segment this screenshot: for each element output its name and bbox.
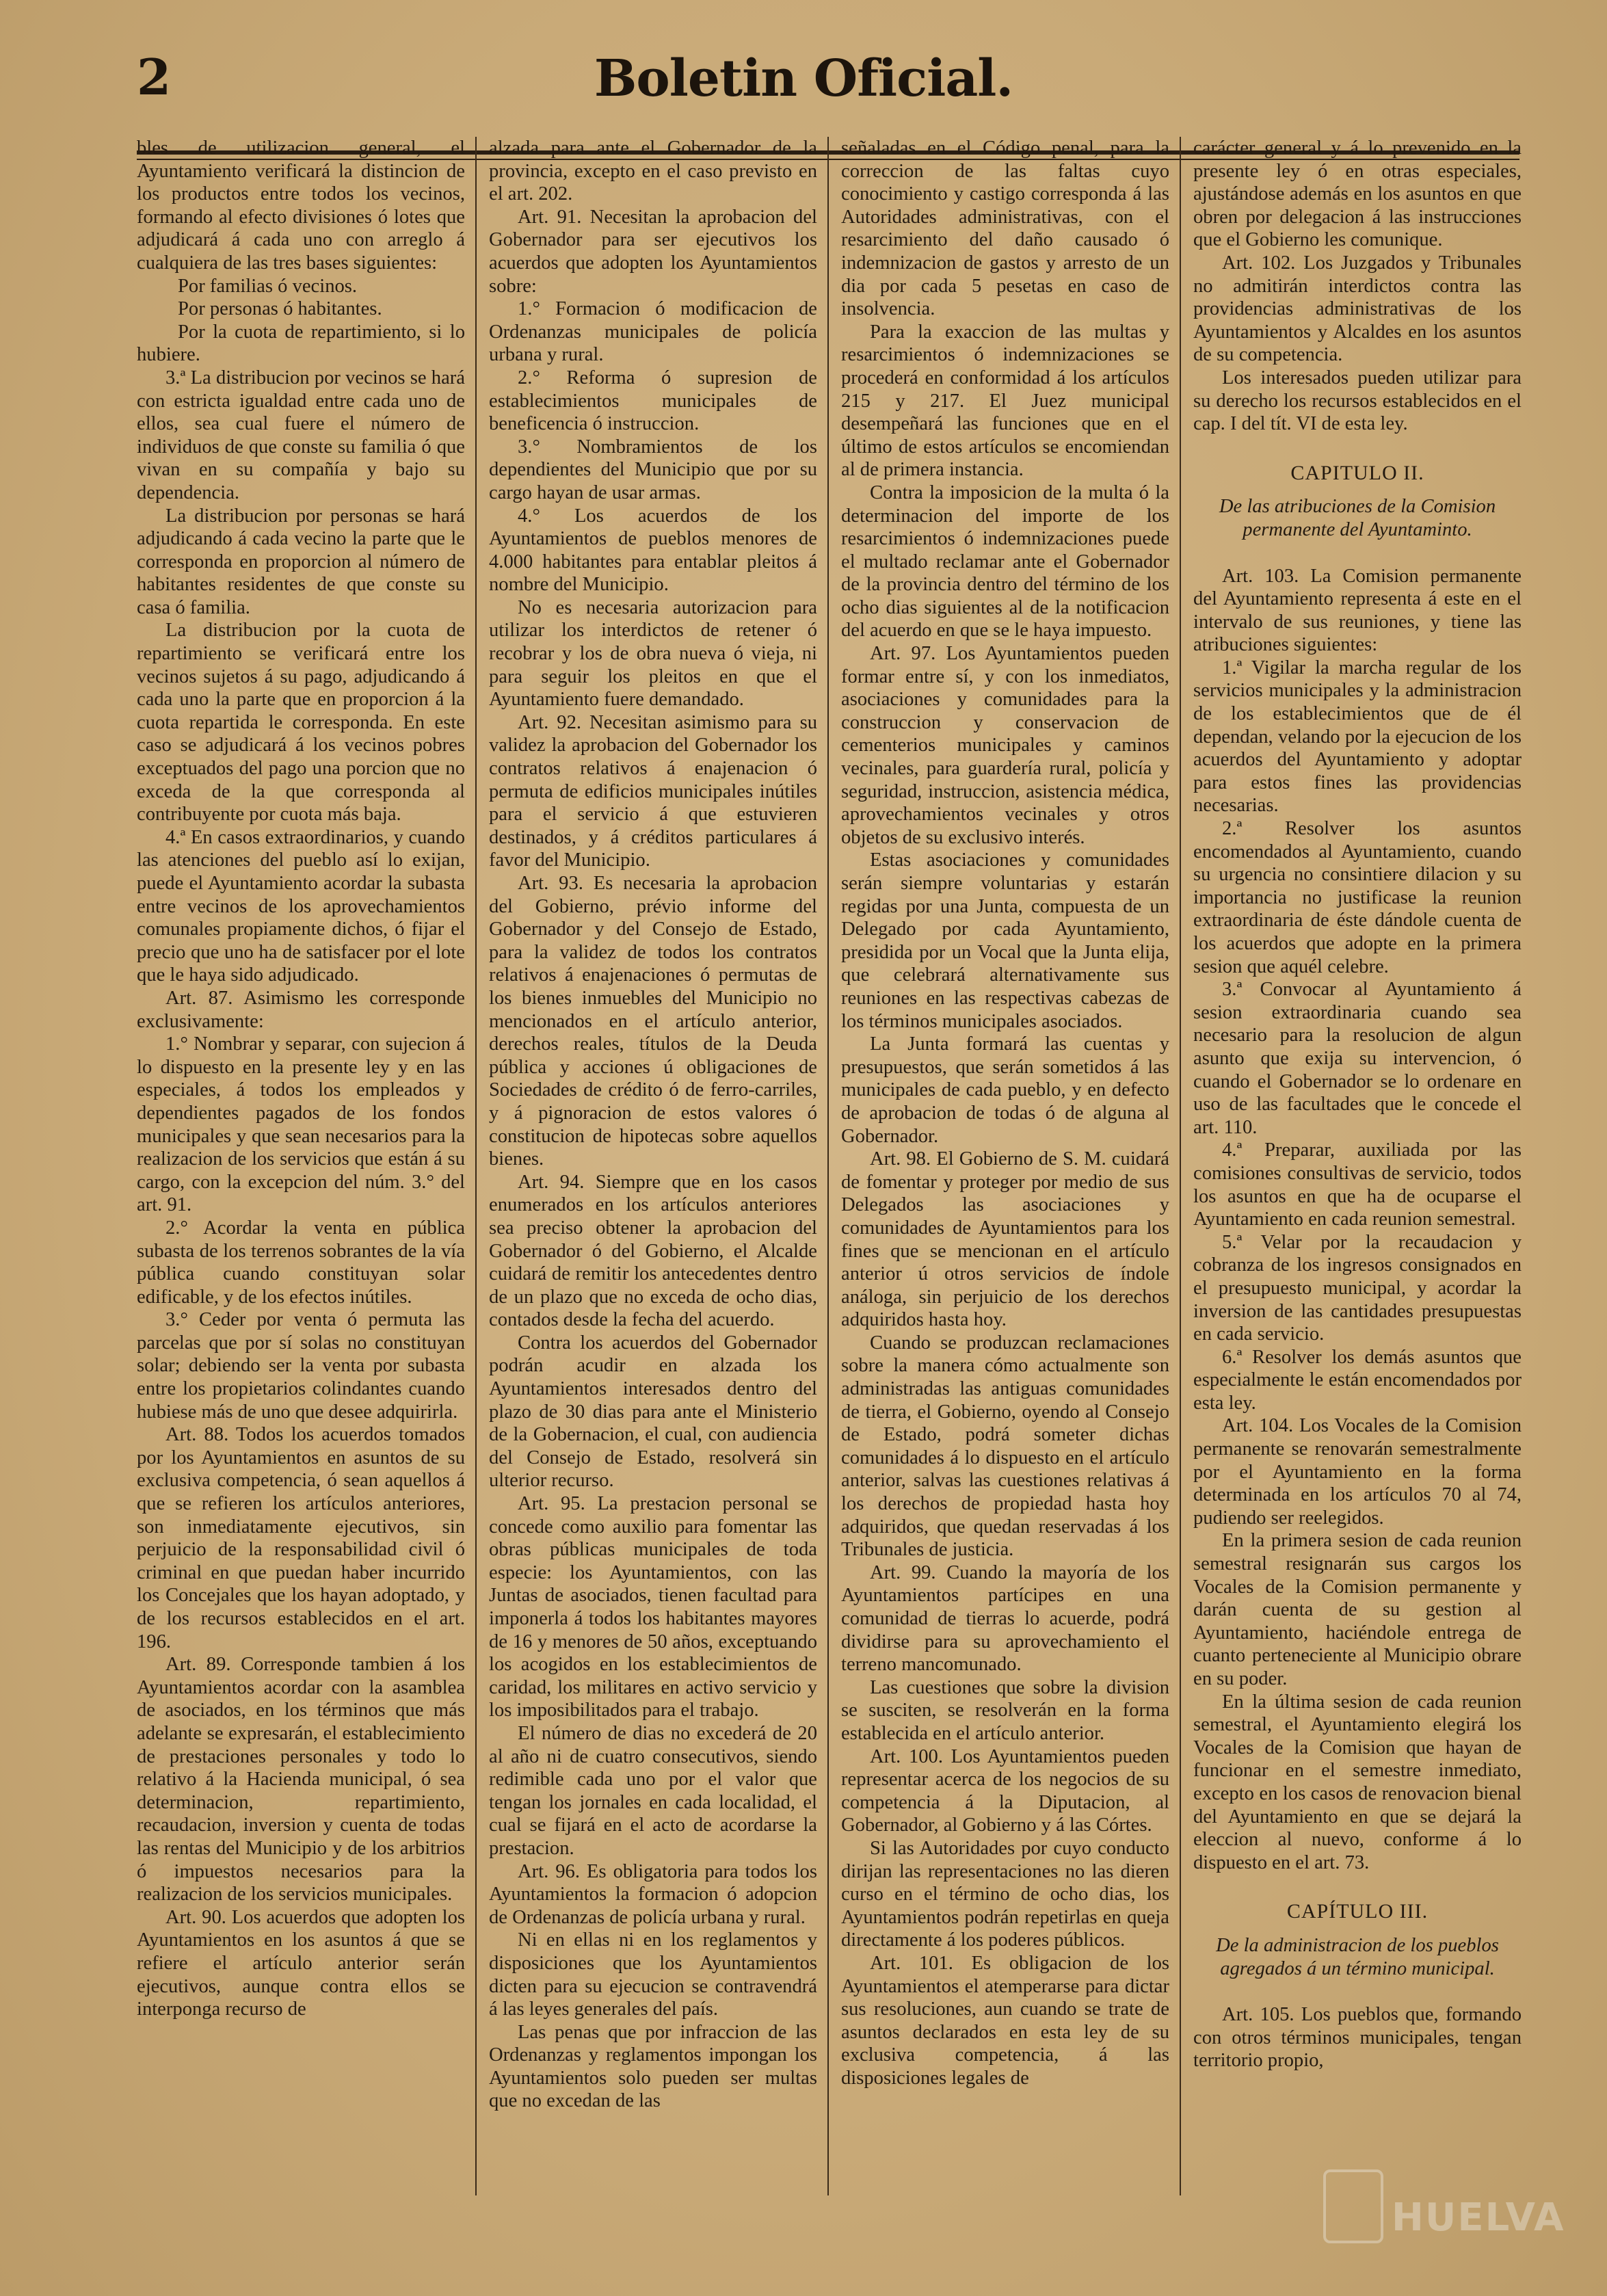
paragraph: Art. 97. Los Ayuntamientos pueden formar entre sí, y con los inmediatos, asociaciones y comunidades para la construccion y conservacion de cementerios municipales y caminos vecinales, para guardería rural, policía y seguridad, instruccion, asistencia médica, aprovechamientos vecinales y otros objetos de su exclusivo interés. [841, 643, 1169, 848]
paragraph: 4.ª Preparar, auxiliada por las comisiones consultivas de servicio, todos los asuntos en que ha de ocuparse el Ayuntamiento en cada reunion semestral. [1193, 1139, 1522, 1230]
masthead-title: Boletin Oficial. [594, 49, 1013, 108]
paragraph: Art. 101. Es obligacion de los Ayuntamientos el atemperarse para dictar sus resoluciones, aun cuando se trate de asuntos declarados en esta ley de su exclusiva competencia, á las disposiciones legales de [841, 1952, 1169, 2089]
chapter-heading: CAPITULO II. [1290, 461, 1424, 484]
paragraph: 5.ª Velar por la recaudacion y cobranza de los ingresos consignados en el presupuesto municipal, y acordar la inversion de las cantidades presupuestas en cada servicio. [1193, 1231, 1522, 1345]
archive-watermark [1323, 2154, 1565, 2257]
paragraph: Art. 88. Todos los acuerdos tomados por los Ayuntamientos en asuntos de su exclusiva competencia, ó sean aquellos á que se refieren los artículos anteriores, son inmediatamente ejecutivos, sin perjuicio de la responsabilidad civil ó criminal en que puedan haber incurrido los Concejales que los hayan adoptado, y de los recursos establecidos en el art. 196. [137, 1424, 465, 1652]
paragraph: 6.ª Resolver los demás asuntos que especialmente le están encomendados por esta ley. [1193, 1346, 1522, 1414]
column-3 [841, 137, 1169, 2195]
column-2 [489, 137, 817, 2195]
paragraph: 1.° Nombrar y separar, con sujecion á lo dispuesto en la presente ley y en las especiales, á todos los empleados y dependientes pagados de los fondos municipales y que sean necesarios para la realizacion de los servicios que están á su cargo, con la excepcion del núm. 3.° del art. 91. [137, 1033, 465, 1216]
paragraph: 1.ª Vigilar la marcha regular de los servicios municipales y la administracion de los establecimientos que de él dependan, velando por la ejecucion de los acuerdos del Ayuntamiento y adoptar para estos fines las providencias necesarias. [1193, 657, 1522, 817]
paragraph: bles de utilizacion general, el Ayuntamiento verificará la distincion de los productos entre todos los vecinos, formando al efecto divisiones ó lotes que adjudicará á cada uno con arreglo á cualquiera de las tres bases siguientes: [137, 137, 465, 274]
watermark-text: HUELVA [1392, 2195, 1565, 2240]
paragraph: Estas asociaciones y comunidades serán siempre voluntarias y estarán regidas por una Junta, compuesta de un Delegado por cada Ayuntamiento, presidida por un Vocal que la Junta elija, que celebrará alternativamente sus reuniones en las respectivas cabezas de los términos municipales asociados. [841, 849, 1169, 1032]
paragraph: 3.ª La distribucion por vecinos se hará con estricta igualdad entre cada uno de ellos, sea cual fuere el número de individuos de que conste su familia ó que vivan en su compañía y bajo su dependencia. [137, 367, 465, 503]
paragraph: 2.° Reforma ó supresion de establecimientos municipales de beneficencia ó instruccion. [489, 367, 817, 435]
shield-icon [1323, 2169, 1383, 2243]
paragraph: Art. 91. Necesitan la aprobacion del Gobernador para ser ejecutivos los acuerdos que adopten los Ayuntamientos sobre: [489, 206, 817, 297]
chapter-heading: De las atribuciones de la Comision permanente del Ayuntaminto. [1219, 496, 1496, 540]
chapter-heading: CAPÍTULO III. [1286, 1900, 1429, 1923]
paragraph: 3.° Ceder por venta ó permuta las parcelas que por sí solas no constituyan solar; debiendo ser la venta por subasta entre los propietarios colindantes cuando hubiese más de uno que desee adquirirla. [137, 1309, 465, 1423]
paragraph: señaladas en el Código penal, para la correccion de las faltas cuyo conocimiento y castigo corresponda á las Autoridades administrativas, con el resarcimiento del daño causado ó indemnizacion de gastos y arresto de un dia por cada 5 pesetas en caso de insolvencia. [841, 137, 1169, 320]
paragraph: Art. 102. Los Juzgados y Tribunales no admitirán interdictos contra las providencias administrativas de los Ayuntamientos y Alcaldes en los asuntos de su competencia. [1193, 252, 1522, 366]
paragraph: carácter general y á lo prevenido en la presente ley ó en otras especiales, ajustándose además en los asuntos en que obren por delegacion á las instrucciones que el Gobierno les comunique. [1193, 137, 1522, 251]
paragraph: Art. 103. La Comision permanente del Ayuntamiento representa á este en el intervalo de sus reuniones, y tiene las atribuciones siguientes: [1193, 565, 1522, 656]
paragraph: Art. 95. La prestacion personal se concede como auxilio para fomentar las obras públicas municipales de toda especie: los Ayuntamientos, con las Juntas de asociados, tienen facultad para imponerla á todos los habitantes mayores de 16 y menores de 50 años, exceptuando los acogidos en los establecimientos de caridad, los militares en activo servicio y los imposibilitados para el trabajo. [489, 1493, 817, 1721]
paragraph: 3.ª Convocar al Ayuntamiento á sesion extraordinaria cuando sea necesario para la resolucion de algun asunto que exija su intervencion, ó cuando el Gobernador se lo ordenare en uso de las facultades que le concede el art. 110. [1193, 979, 1522, 1138]
paragraph: La distribucion por la cuota de repartimiento se verificará entre los vecinos sujetos á su pago, adjudicando á cada uno la parte que en proporcion á la cuota repartida le corresponda. En este caso se adjudicará á los vecinos pobres exceptuados del pago una porcion que no exceda de la que corresponda al contribuyente por cuota más baja. [137, 620, 465, 826]
column-1 [137, 137, 465, 2195]
paragraph: Art. 104. Los Vocales de la Comision permanente se renovarán semestralmente por el Ayuntamiento en la forma determinada en los artículos 70 al 74, pudiendo ser reelegidos. [1193, 1415, 1522, 1529]
paragraph: Por la cuota de repartimiento, si lo hubiere. [137, 321, 465, 366]
paragraph: Art. 99. Cuando la mayoría de los Ayuntamientos partícipes en una comunidad de tierras lo acuerde, podrá dividirse para su aprovechamiento el terreno mancomunado. [841, 1561, 1169, 1676]
paragraph: Contra la imposicion de la multa ó la determinacion del importe de los resarcimientos ó indemnizaciones puede el multado reclamar ante el Gobernador de la provincia dentro del término de los ocho dias siguientes al de la notificacion del acuerdo en que se le haya impuesto. [841, 481, 1169, 642]
paragraph: Si las Autoridades por cuyo conducto dirijan las representaciones no las dieren curso en el término de ocho dias, los Ayuntamientos podrán repetirlas en queja directamente á los poderes públicos. [841, 1837, 1169, 1951]
paragraph: Ni en ellas ni en los reglamentos y disposiciones que los Ayuntamientos dicten para su ejecucion se contravendrá á las leyes generales del país. [489, 1929, 817, 2020]
paragraph: alzada para ante el Gobernador de la provincia, excepto en el caso previsto en el art. 202. [489, 137, 817, 205]
paragraph: 1.° Formacion ó modificacion de Ordenanzas municipales de policía urbana y rural. [489, 298, 817, 366]
paragraph: Art. 94. Siempre que en los casos enumerados en los artículos anteriores sea preciso obtener la aprobacion del Gobernador ó del Gobierno, el Alcalde cuidará de remitir los antecedentes dentro de un plazo que no exceda de ocho dias, contados desde la fecha del acuerdo. [489, 1171, 817, 1331]
paragraph: No es necesaria autorizacion para utilizar los interdictos de retener ó recobrar y los de obra nueva ó vieja, ni para seguir los pleitos en que el Ayuntamiento fuere demandado. [489, 596, 817, 711]
paragraph: Los interesados pueden utilizar para su derecho los recursos establecidos en el cap. I del tít. VI de esta ley. [1193, 367, 1522, 435]
paragraph: La distribucion por personas se hará adjudicando á cada vecino la parte que le corresponda en proporcion al número de habitantes residentes de que conste su casa ó familia. [137, 505, 465, 618]
paragraph: El número de dias no excederá de 20 al año ni de cuatro consecutivos, siendo redimible cada uno por el valor que tengan los jornales en cada localidad, el cual se fijará en el acto de acordarse la prestacion. [489, 1722, 817, 1859]
paragraph: La Junta formará las cuentas y presupuestos, que serán sometidos á las municipales de cada pueblo, y en defecto de aprobacion de todas ó de alguna al Gobernador. [841, 1033, 1169, 1147]
paragraph: En la última sesion de cada reunion semestral, el Ayuntamiento elegirá los Vocales de la Comision que hayan de funcionar en el semestre inmediato, excepto en los casos de renovacion bienal del Ayuntamiento en que se dejará la eleccion al nuevo, conforme á lo dispuesto en el art. 73. [1193, 1691, 1522, 1873]
paragraph: En la primera sesion de cada reunion semestral resignarán sus cargos los Vocales de la Comision permanente y darán cuenta de su gestion al Ayuntamiento, haciéndole entrega de cuanto perteneciente al Municipio obrare en su poder. [1193, 1530, 1522, 1689]
paragraph: 2.ª Resolver los asuntos encomendados al Ayuntamiento, cuando su urgencia no consintiere dilacion y su importancia no justificase la reunion extraordinaria de éste dándole cuenta de los acuerdos que adopte en la primera sesion que aquél celebre. [1193, 818, 1522, 977]
paragraph: 4.ª En casos extraordinarios, y cuando las atenciones del pueblo así lo exijan, puede el Ayuntamiento acordar la subasta entre vecinos de los aprovechamientos comunales propiamente dichos, ó fijar el precio que uno ha de satisfacer por el lote que le haya sido adjudicado. [137, 826, 465, 986]
paragraph: Art. 100. Los Ayuntamientos pueden representar acerca de los negocios de su competencia á la Diputacion, al Gobernador, al Gobierno y á las Córtes. [841, 1745, 1169, 1836]
paragraph: Las cuestiones que sobre la division se susciten, se resolverán en la forma establecida en el artículo anterior. [841, 1676, 1169, 1744]
page-header [0, 41, 1607, 116]
paragraph: Art. 90. Los acuerdos que adopten los Ayuntamientos en los asuntos á que se refiere el artículo anterior serán ejecutivos, aunque contra ellos se interponga recurso de [137, 1906, 465, 2020]
paragraph: Art. 89. Corresponde tambien á los Ayuntamientos acordar con la asamblea de asociados, en los términos que más adelante se expresarán, el establecimiento de prestaciones personales y todo lo relativo á la Hacienda municipal, ó sea determinacion, repartimiento, recaudacion, inversion y cuenta de todas las rentas del Municipio y de los arbitrios ó impuestos necesarios para la realizacion de los servicios municipales. [137, 1654, 465, 1905]
paragraph: Contra los acuerdos del Gobernador podrán acudir en alzada los Ayuntamientos interesados dentro del plazo de 30 dias para ante el Ministerio de la Gobernacion, el cual, con audiencia del Consejo de Estado, resolverá sin ulterior recurso. [489, 1332, 817, 1492]
paragraph: Cuando se produzcan reclamaciones sobre la manera cómo actualmente son administradas las antiguas comunidades de tierra, el Gobierno, oyendo al Consejo de Estado, podrá someter dichas comunidades á lo dispuesto en el artículo anterior, salvas las cuestiones relativas á los derechos de propiedad hasta hoy adquiridos, que quedan reservadas á los Tribunales de justicia. [841, 1332, 1169, 1561]
paragraph: 4.° Los acuerdos de los Ayuntamientos de pueblos menores de 4.000 habitantes para entablar pleitos á nombre del Municipio. [489, 505, 817, 596]
article-columns [137, 137, 1522, 2195]
paragraph: Art. 92. Necesitan asimismo para su validez la aprobacion del Gobernador los contratos relativos á enajenacion ó permuta de edificios municipales inútiles para el servicio á que estuvieren destinados, y á créditos particulares á favor del Municipio. [489, 711, 817, 871]
paragraph: Las penas que por infraccion de las Ordenanzas y reglamentos impongan los Ayuntamientos solo pueden ser multas que no excedan de las [489, 2021, 817, 2112]
paragraph: 2.° Acordar la venta en pública subasta de los terrenos sobrantes de la vía pública cuando constituyan solar edificable, y de los efectos inútiles. [137, 1217, 465, 1308]
paragraph: Art. 87. Asimismo les corresponde exclusivamente: [137, 987, 465, 1032]
column-4 [1193, 137, 1522, 2195]
chapter-heading: De la administracion de los pueblos agregados á un término municipal. [1216, 1934, 1499, 1979]
page-number: 2 [137, 48, 172, 106]
paragraph: Art. 93. Es necesaria la aprobacion del Gobierno, prévio informe del Gobernador y del Consejo de Estado, para la validez de todos los contratos relativos á enajenaciones ó permutas de los bienes inmuebles del Municipio no mencionados en el artículo anterior, derechos reales, títulos de la Deuda pública y acciones ú obligaciones de Sociedades de crédito ó de ferro-carriles, y á pignoracion de estos valores ó constitucion de hipotecas sobre aquellos bienes. [489, 873, 817, 1170]
paragraph: Por personas ó habitantes. [178, 298, 382, 320]
paragraph: Por familias ó vecinos. [178, 275, 358, 297]
paragraph: Art. 98. El Gobierno de S. M. cuidará de fomentar y proteger por medio de sus Delegados las asociaciones y comunidades de Ayuntamientos para los fines que se mencionan en el artículo anterior ú otros servicios de índole análoga, sin perjuicio de los derechos adquiridos hasta hoy. [841, 1148, 1169, 1331]
paragraph: 3.° Nombramientos de los dependientes del Municipio que por su cargo hayan de usar armas. [489, 436, 817, 503]
paragraph: Art. 96. Es obligatoria para todos los Ayuntamientos la formacion ó adopcion de Ordenanzas de policía urbana y rural. [489, 1860, 817, 1928]
paragraph: Art. 105. Los pueblos que, formando con otros términos municipales, tengan territorio propio, [1193, 2004, 1522, 2072]
paragraph: Para la exaccion de las multas y resarcimientos ó indemnizaciones se procederá en conformidad á los artículos 215 y 217. El Juez municipal desempeñará las funciones que en el último de estos artículos se encomiendan al de primera instancia. [841, 321, 1169, 481]
